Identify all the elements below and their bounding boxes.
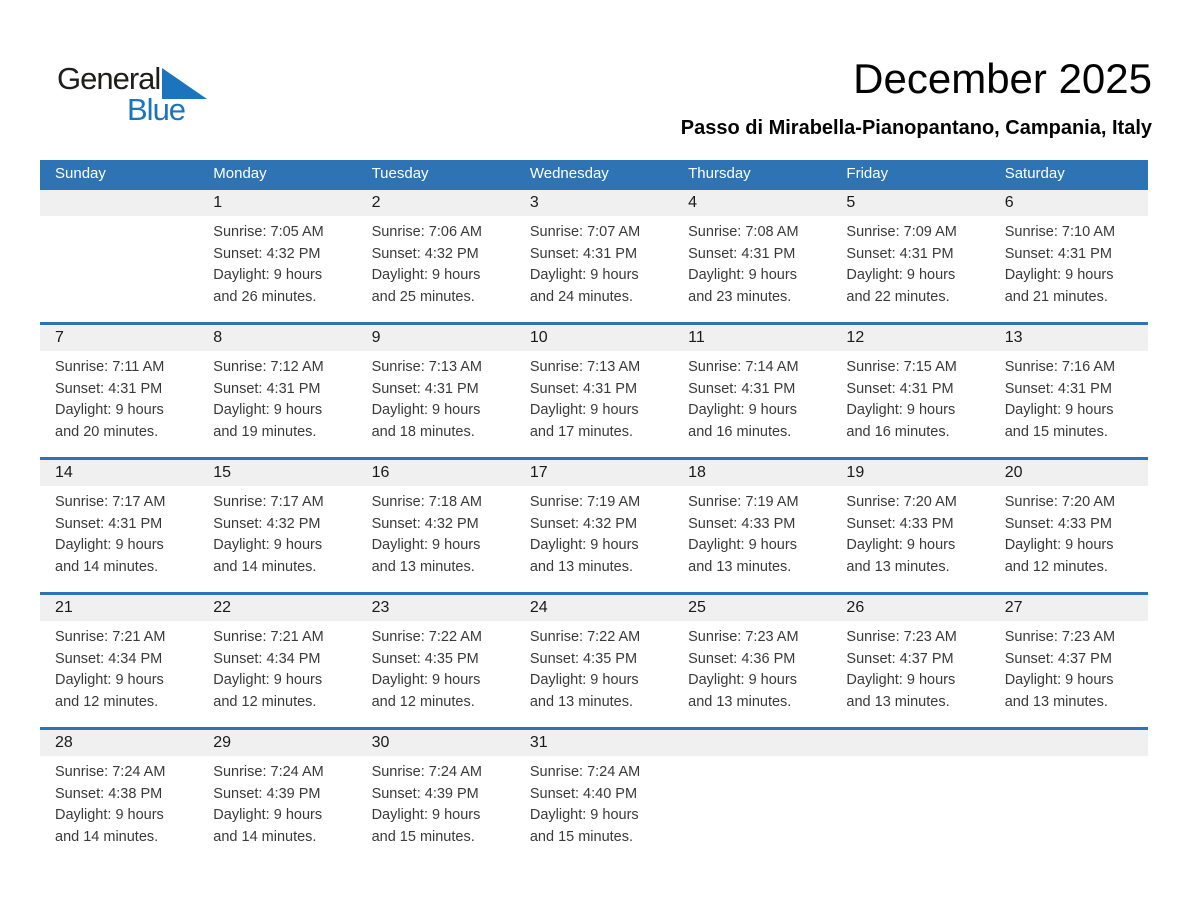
- calendar-day-cell: [198, 730, 356, 862]
- sunrise-text: Sunrise: 7:21 AM: [213, 629, 324, 645]
- sunrise-text: Sunrise: 7:08 AM: [688, 224, 799, 240]
- sunrise-text: Sunrise: 7:24 AM: [55, 764, 166, 780]
- day-details: [831, 351, 989, 443]
- day-details: [673, 756, 831, 762]
- day-number: 31: [515, 730, 673, 756]
- sunset-text: Sunset: 4:34 PM: [213, 650, 321, 667]
- day-number: 27: [990, 595, 1148, 621]
- sunset-text: Sunset: 4:32 PM: [371, 515, 479, 532]
- sunset-text: Sunset: 4:31 PM: [55, 515, 163, 532]
- sunrise-text: Sunrise: 7:23 AM: [1004, 629, 1116, 645]
- calendar-day-cell: [515, 460, 673, 592]
- calendar-empty-cell: [673, 730, 831, 862]
- day-number: 18: [673, 460, 831, 486]
- sunrise-text: Sunrise: 7:06 AM: [371, 224, 482, 240]
- day-number: 9: [357, 325, 515, 351]
- day-number: 8: [198, 325, 356, 351]
- sunrise-text: Sunrise: 7:19 AM: [688, 494, 799, 510]
- day-number: 30: [357, 730, 515, 756]
- calendar-day-cell: [357, 595, 515, 727]
- calendar-week-row: [40, 727, 1148, 862]
- calendar-day-cell: [990, 190, 1148, 322]
- calendar-day-cell: [515, 325, 673, 457]
- calendar-day-cell: [831, 595, 989, 727]
- daylight-text-line1: Daylight: 9 hours: [529, 267, 639, 283]
- calendar-day-cell: [831, 460, 989, 592]
- daylight-text-line2: and 14 minutes.: [213, 558, 317, 575]
- calendar-day-cell: [40, 460, 198, 592]
- daylight-text-line2: and 22 minutes.: [846, 288, 950, 305]
- sunrise-text: Sunrise: 7:10 AM: [1004, 224, 1116, 240]
- day-details: [357, 621, 515, 713]
- calendar-day-cell: [357, 190, 515, 322]
- day-details: [198, 216, 356, 308]
- daylight-text-line2: and 13 minutes.: [688, 693, 792, 710]
- calendar-day-cell: [673, 325, 831, 457]
- daylight-text-line1: Daylight: 9 hours: [371, 672, 481, 688]
- day-details: [198, 351, 356, 443]
- sunrise-text: Sunrise: 7:23 AM: [846, 629, 957, 645]
- daylight-text-line2: and 13 minutes.: [846, 693, 950, 710]
- daylight-text-line2: and 12 minutes.: [213, 693, 317, 710]
- sunrise-text: Sunrise: 7:14 AM: [688, 359, 799, 375]
- day-details: [990, 351, 1148, 443]
- sunset-text: Sunset: 4:35 PM: [529, 650, 638, 667]
- sunset-text: Sunset: 4:31 PM: [529, 245, 638, 262]
- daylight-text-line1: Daylight: 9 hours: [529, 402, 639, 418]
- calendar-day-cell: [198, 460, 356, 592]
- calendar-week-row: [40, 592, 1148, 727]
- daylight-text-line1: Daylight: 9 hours: [371, 267, 481, 283]
- daylight-text-line1: Daylight: 9 hours: [213, 807, 323, 823]
- calendar-empty-cell: [990, 730, 1148, 862]
- title-block: [681, 55, 1152, 140]
- sunset-text: Sunset: 4:31 PM: [1004, 380, 1112, 397]
- daylight-text-line2: and 14 minutes.: [55, 558, 159, 575]
- daylight-text-line1: Daylight: 9 hours: [1004, 267, 1114, 283]
- calendar-day-cell: [990, 460, 1148, 592]
- day-number: 14: [40, 460, 198, 486]
- daylight-text-line2: and 12 minutes.: [1004, 558, 1108, 575]
- sunset-text: Sunset: 4:31 PM: [1004, 245, 1112, 262]
- daylight-text-line1: Daylight: 9 hours: [529, 807, 639, 823]
- day-details: [357, 486, 515, 578]
- day-details: [990, 756, 1148, 762]
- daylight-text-line2: and 13 minutes.: [529, 558, 634, 575]
- day-number: 5: [831, 190, 989, 216]
- daylight-text-line1: Daylight: 9 hours: [213, 672, 323, 688]
- sunset-text: Sunset: 4:31 PM: [371, 380, 479, 397]
- day-number: 22: [198, 595, 356, 621]
- daylight-text-line2: and 25 minutes.: [371, 288, 475, 305]
- daylight-text-line1: Daylight: 9 hours: [371, 402, 481, 418]
- daylight-text-line1: Daylight: 9 hours: [55, 537, 164, 553]
- sunrise-text: Sunrise: 7:22 AM: [371, 629, 482, 645]
- day-header-friday: Friday: [846, 165, 889, 182]
- sunrise-text: Sunrise: 7:20 AM: [1004, 494, 1116, 510]
- calendar-day-cell: [357, 460, 515, 592]
- daylight-text-line1: Daylight: 9 hours: [688, 672, 797, 688]
- sunrise-text: Sunrise: 7:19 AM: [529, 494, 641, 510]
- sunrise-text: Sunrise: 7:17 AM: [213, 494, 324, 510]
- daylight-text-line1: Daylight: 9 hours: [1004, 672, 1114, 688]
- day-details: [990, 486, 1148, 578]
- daylight-text-line2: and 14 minutes.: [55, 828, 159, 845]
- daylight-text-line2: and 15 minutes.: [529, 828, 634, 845]
- calendar-day-cell: [831, 190, 989, 322]
- sunset-text: Sunset: 4:36 PM: [688, 650, 796, 667]
- sunrise-text: Sunrise: 7:13 AM: [371, 359, 482, 375]
- calendar-day-cell: [673, 460, 831, 592]
- day-details: [198, 756, 356, 848]
- daylight-text-line1: Daylight: 9 hours: [688, 267, 797, 283]
- sunrise-text: Sunrise: 7:11 AM: [55, 359, 165, 375]
- calendar-day-cell: [673, 190, 831, 322]
- daylight-text-line2: and 24 minutes.: [529, 288, 634, 305]
- daylight-text-line2: and 20 minutes.: [55, 423, 159, 440]
- daylight-text-line1: Daylight: 9 hours: [846, 672, 956, 688]
- daylight-text-line2: and 15 minutes.: [371, 828, 475, 845]
- general-blue-logo: [57, 60, 227, 130]
- day-details: [831, 756, 989, 762]
- sunset-text: Sunset: 4:39 PM: [213, 785, 321, 802]
- calendar-day-cell: [990, 595, 1148, 727]
- calendar-header-row: [40, 160, 1148, 187]
- calendar-empty-cell: [40, 190, 198, 322]
- calendar-table: [40, 160, 1148, 862]
- day-details: [515, 216, 673, 308]
- day-details: [515, 621, 673, 713]
- day-details: [831, 216, 989, 308]
- day-number: 28: [40, 730, 198, 756]
- daylight-text-line2: and 26 minutes.: [213, 288, 317, 305]
- day-number: 26: [831, 595, 989, 621]
- day-details: [831, 486, 989, 578]
- daylight-text-line1: Daylight: 9 hours: [55, 807, 164, 823]
- daylight-text-line1: Daylight: 9 hours: [529, 537, 639, 553]
- calendar-week-row: [40, 457, 1148, 592]
- daylight-text-line2: and 21 minutes.: [1004, 288, 1108, 305]
- sunset-text: Sunset: 4:31 PM: [55, 380, 163, 397]
- day-details: [990, 621, 1148, 713]
- daylight-text-line2: and 23 minutes.: [688, 288, 792, 305]
- day-details: [198, 486, 356, 578]
- calendar-empty-cell: [831, 730, 989, 862]
- calendar-week-row: [40, 322, 1148, 457]
- day-details: [357, 351, 515, 443]
- calendar-day-cell: [515, 190, 673, 322]
- day-number: 25: [673, 595, 831, 621]
- calendar-week-row: [40, 187, 1148, 322]
- day-header-monday: Monday: [213, 165, 267, 182]
- calendar-day-cell: [357, 730, 515, 862]
- daylight-text-line2: and 19 minutes.: [213, 423, 317, 440]
- day-header-sunday: Sunday: [55, 165, 106, 182]
- sunrise-text: Sunrise: 7:07 AM: [529, 224, 641, 240]
- logo-text-general: General: [57, 61, 161, 96]
- sunset-text: Sunset: 4:33 PM: [846, 515, 954, 532]
- day-header-saturday: Saturday: [1004, 165, 1065, 182]
- sunset-text: Sunset: 4:40 PM: [529, 785, 638, 802]
- calendar-day-cell: [673, 595, 831, 727]
- daylight-text-line2: and 16 minutes.: [688, 423, 792, 440]
- daylight-text-line2: and 16 minutes.: [846, 423, 950, 440]
- day-number: 3: [515, 190, 673, 216]
- sunset-text: Sunset: 4:39 PM: [371, 785, 479, 802]
- location-subtitle: Passo di Mirabella-Pianopantano, Campania, Italy: [680, 117, 1152, 139]
- day-number: 17: [515, 460, 673, 486]
- day-details: [40, 486, 198, 578]
- sunrise-text: Sunrise: 7:17 AM: [55, 494, 166, 510]
- calendar-day-cell: [831, 325, 989, 457]
- day-details: [673, 486, 831, 578]
- sunset-text: Sunset: 4:37 PM: [1004, 650, 1112, 667]
- daylight-text-line2: and 18 minutes.: [371, 423, 475, 440]
- daylight-text-line1: Daylight: 9 hours: [55, 672, 164, 688]
- calendar-day-cell: [198, 595, 356, 727]
- day-number: 11: [673, 325, 831, 351]
- day-details: [40, 216, 198, 222]
- sunrise-text: Sunrise: 7:23 AM: [688, 629, 799, 645]
- calendar-day-cell: [198, 325, 356, 457]
- day-details: [357, 756, 515, 848]
- calendar-day-cell: [198, 190, 356, 322]
- daylight-text-line1: Daylight: 9 hours: [371, 807, 481, 823]
- day-header-tuesday: Tuesday: [371, 165, 429, 182]
- sunset-text: Sunset: 4:32 PM: [213, 245, 321, 262]
- day-details: [673, 351, 831, 443]
- day-details: [673, 216, 831, 308]
- daylight-text-line1: Daylight: 9 hours: [213, 267, 323, 283]
- day-number: 23: [357, 595, 515, 621]
- day-number: 21: [40, 595, 198, 621]
- sunrise-text: Sunrise: 7:15 AM: [846, 359, 957, 375]
- sunset-text: Sunset: 4:38 PM: [55, 785, 163, 802]
- calendar-day-cell: [515, 730, 673, 862]
- daylight-text-line1: Daylight: 9 hours: [55, 402, 164, 418]
- daylight-text-line1: Daylight: 9 hours: [1004, 537, 1114, 553]
- daylight-text-line1: Daylight: 9 hours: [688, 537, 797, 553]
- sunset-text: Sunset: 4:31 PM: [529, 380, 638, 397]
- day-number: 7: [40, 325, 198, 351]
- sunrise-text: Sunrise: 7:12 AM: [213, 359, 324, 375]
- sunset-text: Sunset: 4:31 PM: [688, 380, 796, 397]
- calendar-day-cell: [515, 595, 673, 727]
- day-header-thursday: Thursday: [688, 165, 751, 182]
- sunset-text: Sunset: 4:34 PM: [55, 650, 163, 667]
- sunrise-text: Sunrise: 7:22 AM: [529, 629, 641, 645]
- sunset-text: Sunset: 4:31 PM: [213, 380, 321, 397]
- daylight-text-line1: Daylight: 9 hours: [1004, 402, 1114, 418]
- sunset-text: Sunset: 4:37 PM: [846, 650, 954, 667]
- calendar-grid: [40, 187, 1148, 862]
- daylight-text-line2: and 13 minutes.: [688, 558, 792, 575]
- sunset-text: Sunset: 4:35 PM: [371, 650, 479, 667]
- daylight-text-line2: and 13 minutes.: [846, 558, 950, 575]
- sunset-text: Sunset: 4:33 PM: [688, 515, 796, 532]
- day-number: 4: [673, 190, 831, 216]
- daylight-text-line2: and 14 minutes.: [213, 828, 317, 845]
- daylight-text-line1: Daylight: 9 hours: [688, 402, 797, 418]
- sunset-text: Sunset: 4:31 PM: [688, 245, 796, 262]
- daylight-text-line2: and 13 minutes.: [371, 558, 475, 575]
- sunrise-text: Sunrise: 7:09 AM: [846, 224, 957, 240]
- day-details: [40, 351, 198, 443]
- sunrise-text: Sunrise: 7:13 AM: [529, 359, 641, 375]
- sunrise-text: Sunrise: 7:24 AM: [371, 764, 482, 780]
- day-details: [515, 756, 673, 848]
- sunrise-text: Sunrise: 7:16 AM: [1004, 359, 1116, 375]
- sunrise-text: Sunrise: 7:05 AM: [213, 224, 324, 240]
- daylight-text-line1: Daylight: 9 hours: [846, 537, 956, 553]
- day-number: [990, 730, 1148, 756]
- day-details: [198, 621, 356, 713]
- sunset-text: Sunset: 4:32 PM: [529, 515, 638, 532]
- calendar-day-cell: [990, 325, 1148, 457]
- calendar-day-cell: [40, 595, 198, 727]
- day-number: 20: [990, 460, 1148, 486]
- daylight-text-line1: Daylight: 9 hours: [213, 402, 323, 418]
- daylight-text-line1: Daylight: 9 hours: [529, 672, 639, 688]
- daylight-text-line1: Daylight: 9 hours: [846, 267, 956, 283]
- day-header-wednesday: Wednesday: [529, 165, 609, 182]
- daylight-text-line2: and 13 minutes.: [1004, 693, 1108, 710]
- daylight-text-line2: and 13 minutes.: [529, 693, 634, 710]
- day-number: 12: [831, 325, 989, 351]
- day-number: 15: [198, 460, 356, 486]
- page-title: December 2025: [853, 55, 1152, 102]
- daylight-text-line2: and 12 minutes.: [371, 693, 475, 710]
- calendar-day-cell: [40, 325, 198, 457]
- day-number: 2: [357, 190, 515, 216]
- day-number: 10: [515, 325, 673, 351]
- logo-text-blue: Blue: [127, 92, 186, 127]
- day-number: 1: [198, 190, 356, 216]
- sunset-text: Sunset: 4:32 PM: [213, 515, 321, 532]
- calendar-day-cell: [40, 730, 198, 862]
- day-number: [673, 730, 831, 756]
- day-number: 24: [515, 595, 673, 621]
- day-number: [40, 190, 198, 216]
- sunset-text: Sunset: 4:31 PM: [846, 245, 954, 262]
- daylight-text-line2: and 17 minutes.: [529, 423, 634, 440]
- day-details: [515, 351, 673, 443]
- day-number: 19: [831, 460, 989, 486]
- day-details: [40, 756, 198, 848]
- day-details: [357, 216, 515, 308]
- day-number: 13: [990, 325, 1148, 351]
- sunrise-text: Sunrise: 7:18 AM: [371, 494, 482, 510]
- day-number: 16: [357, 460, 515, 486]
- calendar-day-cell: [357, 325, 515, 457]
- day-details: [515, 486, 673, 578]
- daylight-text-line2: and 15 minutes.: [1004, 423, 1108, 440]
- sunset-text: Sunset: 4:31 PM: [846, 380, 954, 397]
- day-number: 6: [990, 190, 1148, 216]
- day-number: 29: [198, 730, 356, 756]
- daylight-text-line1: Daylight: 9 hours: [371, 537, 481, 553]
- sunset-text: Sunset: 4:32 PM: [371, 245, 479, 262]
- day-number: [831, 730, 989, 756]
- day-details: [673, 621, 831, 713]
- daylight-text-line1: Daylight: 9 hours: [213, 537, 323, 553]
- day-details: [831, 621, 989, 713]
- daylight-text-line1: Daylight: 9 hours: [846, 402, 956, 418]
- daylight-text-line2: and 12 minutes.: [55, 693, 159, 710]
- day-details: [40, 621, 198, 713]
- sunset-text: Sunset: 4:33 PM: [1004, 515, 1112, 532]
- sunrise-text: Sunrise: 7:20 AM: [846, 494, 957, 510]
- sunrise-text: Sunrise: 7:24 AM: [529, 764, 641, 780]
- sunrise-text: Sunrise: 7:21 AM: [55, 629, 166, 645]
- day-details: [990, 216, 1148, 308]
- sunrise-text: Sunrise: 7:24 AM: [213, 764, 324, 780]
